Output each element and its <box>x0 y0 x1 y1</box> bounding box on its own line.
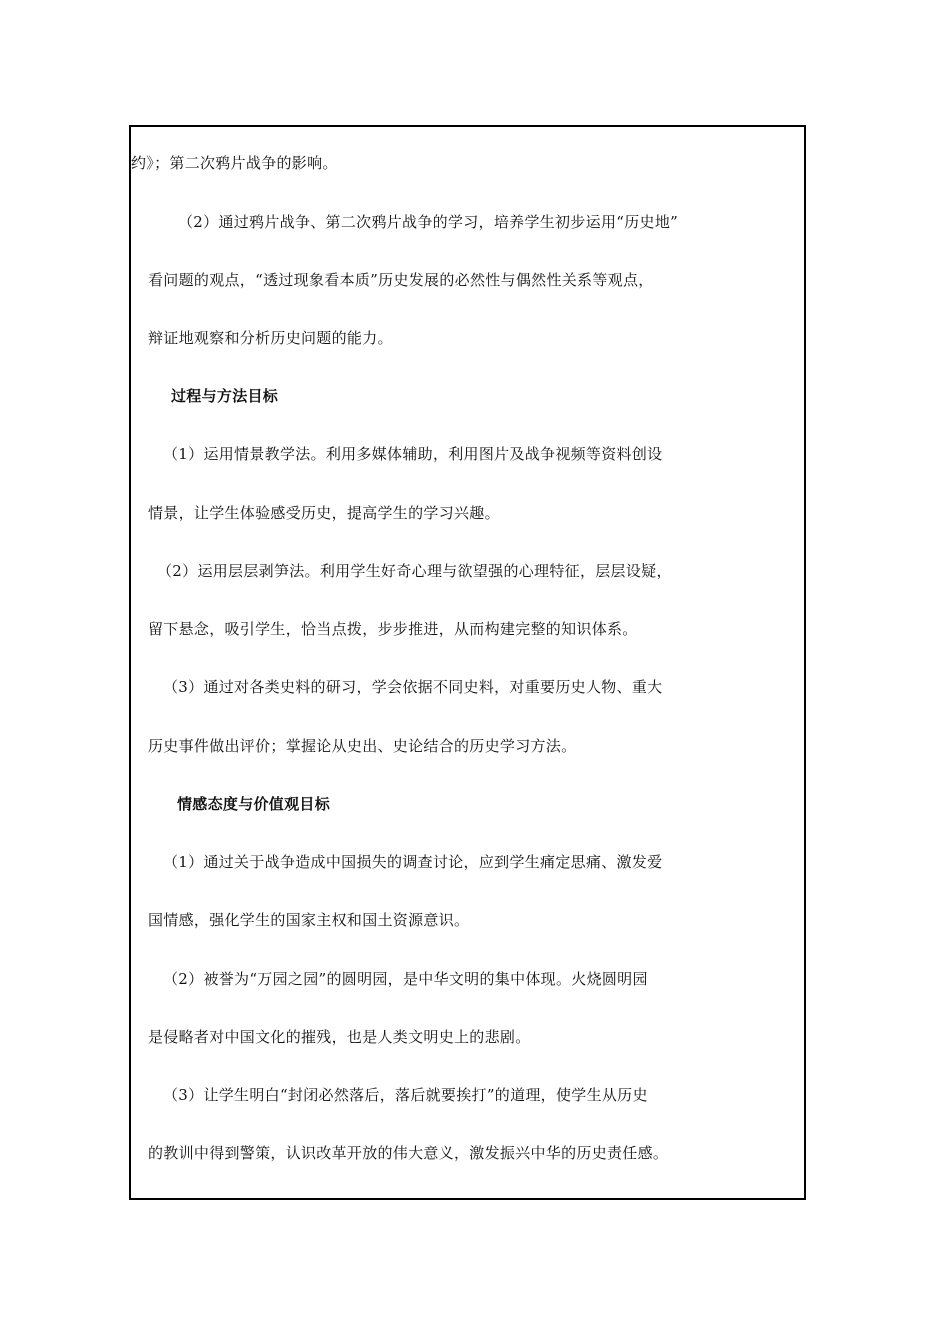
text-line: 情景，让学生体验感受历史，提高学生的学习兴趣。 <box>148 504 500 522</box>
text-line: （3）通过对各类史料的研习，学会依据不同史料，对重要历史人物、重大 <box>163 678 663 696</box>
text-line: 约》；第二次鸦片战争的影响。 <box>131 154 338 172</box>
text-line: 国情感，强化学生的国家主权和国土资源意识。 <box>148 911 470 929</box>
text-line: （1）运用情景教学法。利用多媒体辅助，利用图片及战争视频等资料创设 <box>163 445 663 463</box>
text-line: （2）被誉为“万园之园”的圆明园，是中华文明的集中体现。火烧圆明园 <box>163 970 648 988</box>
text-line: （1）通过关于战争造成中国损失的调查讨论，应到学生痛定思痛、激发爱 <box>163 853 663 871</box>
text-line: （2）通过鸦片战争、第二次鸦片战争的学习，培养学生初步运用“历史地” <box>178 213 679 231</box>
text-line: （2）运用层层剥笋法。利用学生好奇心理与欲望强的心理特征，层层设疑， <box>157 562 672 580</box>
text-line: 是侵略者对中国文化的摧残，也是人类文明史上的悲剧。 <box>148 1028 531 1046</box>
text-line: 看问题的观点，“透过现象看本质”历史发展的必然性与偶然性关系等观点， <box>148 271 654 289</box>
text-line: 历史事件做出评价；掌握论从史出、史论结合的历史学习方法。 <box>148 737 577 755</box>
section-heading: 过程与方法目标 <box>171 387 279 405</box>
text-line: 辩证地观察和分析历史问题的能力。 <box>148 329 393 347</box>
text-line: 留下悬念，吸引学生，恰当点拨，步步推进，从而构建完整的知识体系。 <box>148 620 638 638</box>
text-line: （3）让学生明白“封闭必然落后，落后就要挨打”的道理，使学生从历史 <box>163 1086 648 1104</box>
text-line: 的教训中得到警策，认识改革开放的伟大意义，激发振兴中华的历史责任感。 <box>148 1144 669 1162</box>
section-heading: 情感态度与价值观目标 <box>177 795 331 813</box>
